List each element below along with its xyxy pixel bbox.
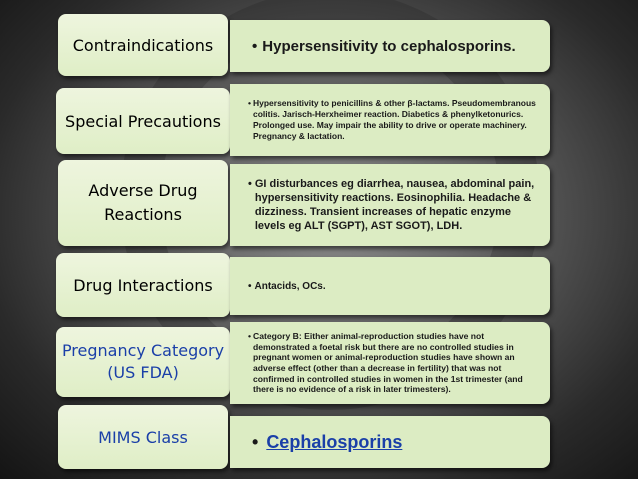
- content-pregnancy-category: [230, 322, 550, 404]
- bullet: •: [248, 98, 251, 108]
- label-special-precautions: [56, 88, 230, 154]
- cephalosporins-link[interactable]: Cephalosporins: [266, 431, 403, 452]
- content-mims-class: [230, 416, 550, 468]
- label-text: Adverse Drug Reactions: [88, 181, 198, 224]
- label-drug-interactions: [56, 253, 230, 317]
- label-pregnancy-category[interactable]: [56, 327, 230, 397]
- label-text: Special Precautions: [65, 111, 221, 131]
- pregnancy-category-link[interactable]: Pregnancy Category (US FDA): [61, 341, 225, 382]
- bullet: •: [252, 37, 258, 55]
- mims-class-link[interactable]: MIMS Class: [98, 427, 188, 447]
- content-text: Antacids, OCs.: [254, 280, 326, 292]
- bullet: •: [248, 178, 252, 190]
- label-text: Drug Interactions: [73, 275, 213, 295]
- content-text: GI disturbances eg diarrhea, nausea, abdominal pain, hypersensitivity reactions. Eosinophilia. Headache & dizziness. Transient increases of hepatic enzyme levels eg ALT (SGPT), AST SGOT), LDH.: [254, 178, 535, 232]
- label-text: Contraindications: [72, 35, 214, 55]
- bullet: •: [252, 431, 259, 452]
- content-special-precautions: [230, 84, 550, 156]
- content-adverse-drug-reactions: [230, 164, 550, 246]
- bullet: •: [248, 280, 252, 292]
- label-contraindications: [58, 14, 228, 76]
- content-contraindications: [230, 20, 550, 72]
- label-adverse-drug-reactions: [58, 160, 228, 246]
- content-text: Hypersensitivity to penicillins & other β-lactams. Pseudomembranous colitis. Jarisch-Herxheimer reaction. Diabetics & phenylketonurics. Prolonged use. May impair the ability to drive or operate machinery. Pregnancy & lactation.: [252, 98, 536, 141]
- content-text: Category B: Either animal-reproduction studies have not demonstrated a foetal risk but there are no controlled studies in pregnant women or animal-reproduction studies have shown an adverse effect (other than a decrease in fertility) that was not confirmed in controlled studies in women in the 1st trimester (and there is no evidence of a risk in later trimesters).: [253, 331, 523, 395]
- bullet: •: [248, 331, 252, 342]
- content-drug-interactions: [230, 257, 550, 315]
- label-mims-class[interactable]: [58, 405, 228, 469]
- content-text: Hypersensitivity to cephalosporins.: [262, 37, 516, 55]
